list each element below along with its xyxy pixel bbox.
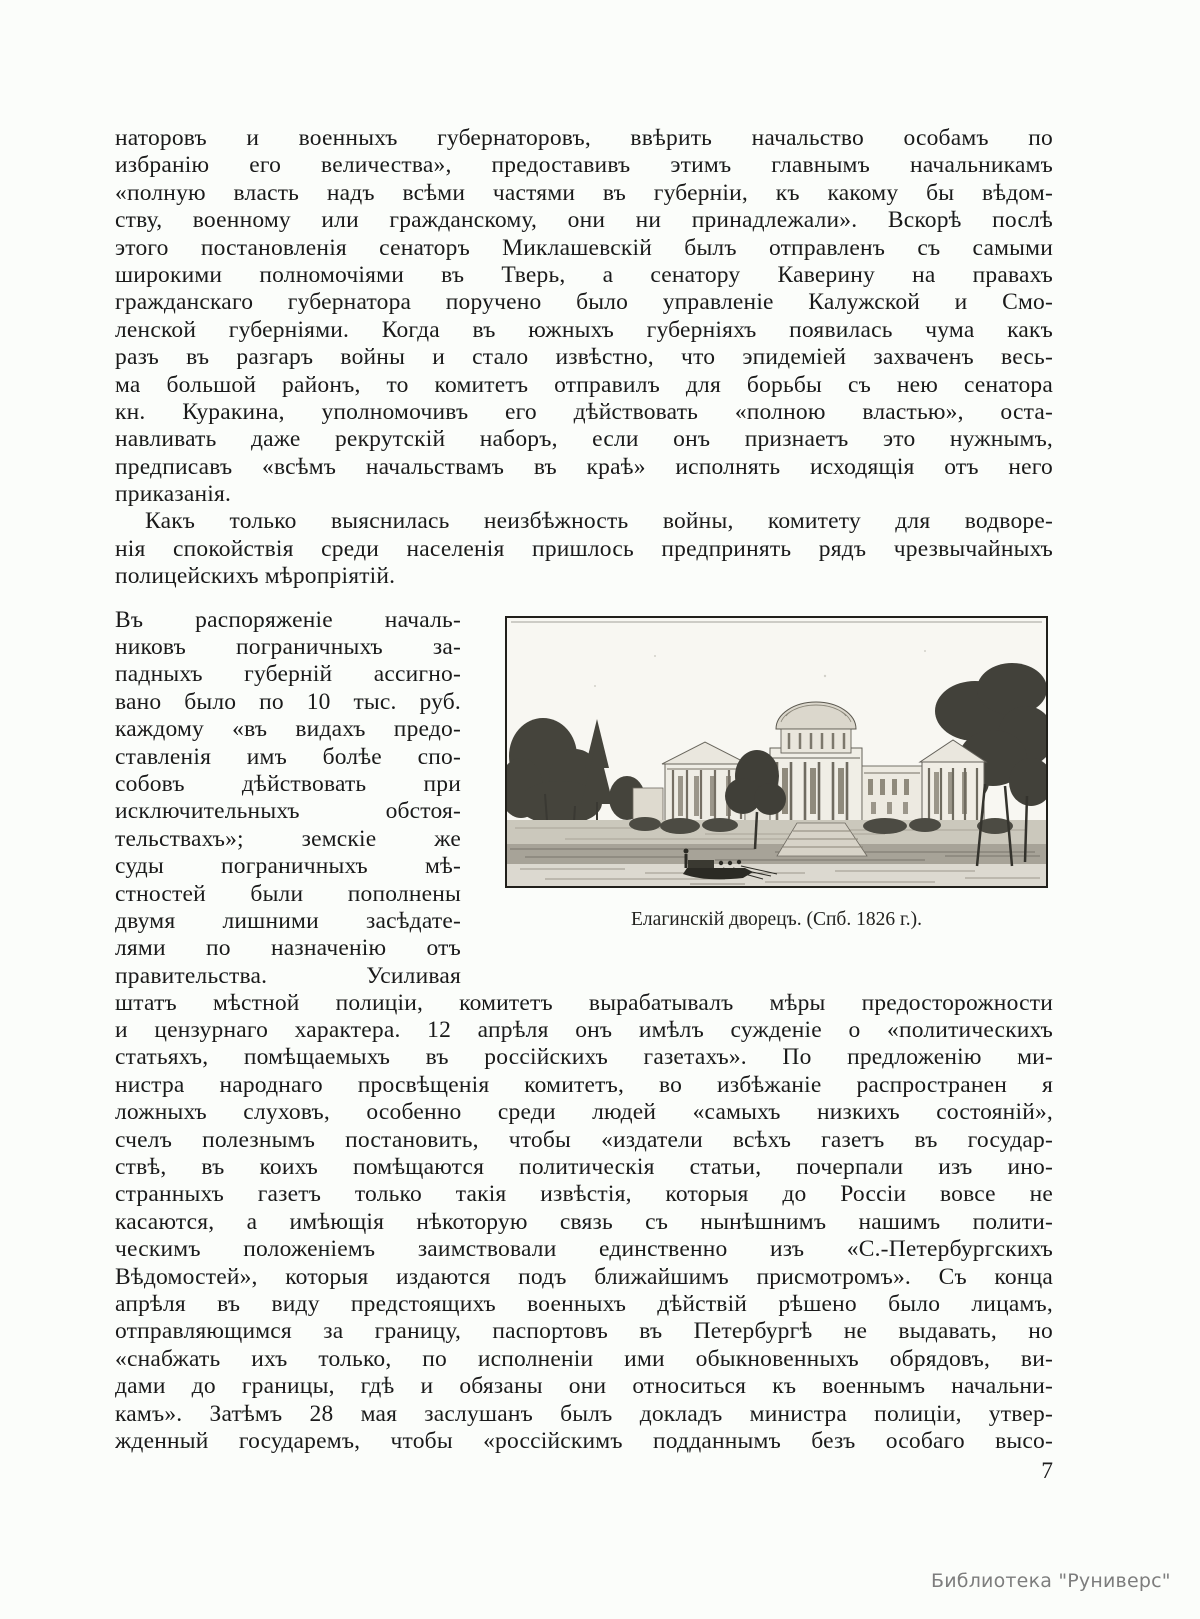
text-line: тельствахъ»; земскіе же [115,825,461,852]
text-line: отправляющимся за границу, паспортовъ въ Петербургѣ не выдавать, но [115,1318,1053,1345]
text-line: никовъ пограничныхъ за- [115,634,461,661]
text-line: широкими полномочіями въ Тверь, а сенатору Каверину на правахъ [115,261,1053,288]
text-line: навливать даже рекрутскій наборъ, если онъ признаетъ это нужнымъ, [115,426,1053,453]
text-line: собовъ дѣйствовать при [115,770,461,797]
text-line: ма большой районъ, то комитетъ отправилъ для борьбы съ нею сенатора [115,371,1053,398]
text-line: Въ распоряженіе началь- [115,606,461,633]
text-line: двумя лишними засѣдате- [115,907,461,934]
text-line: камъ». Затѣмъ 28 мая заслушанъ былъ докладъ министра полиціи, утвер- [115,1400,1053,1427]
paragraph-2 [115,508,1053,590]
text-line: суды пограничныхъ мѣ- [115,853,461,880]
text-line: Вѣдомостей», которыя издаются подъ ближайшимъ присмотромъ». Съ конца [115,1263,1053,1290]
text-line: вано было по 10 тыс. руб. [115,688,461,715]
text-line: жденный государемъ, чтобы «россійскимъ подданнымъ безъ особаго высо- [115,1427,1053,1454]
text-line: апрѣля въ виду предстоящихъ военныхъ дѣйствій рѣшено было лицамъ, [115,1290,1053,1317]
text-line: ству, военному или гражданскому, они ни принадлежали». Вскорѣ послѣ [115,207,1053,234]
text-and-figure-section [115,600,1053,990]
text-line: странныхъ газетъ только такія извѣстія, которыя до Россіи вовсе не [115,1181,1053,1208]
text-line: ствѣ, въ коихъ помѣщаются политическія статьи, почерпали изъ ино- [115,1153,1053,1180]
text-line: разъ въ разгаръ войны и стало извѣстно, что эпидеміей захваченъ весь- [115,344,1053,371]
text-line: ческимъ положеніемъ заимствовали единственно изъ «С.-Петербургскихъ [115,1236,1053,1263]
text-line: лями по назначенію отъ [115,935,461,962]
text-line: наторовъ и военныхъ губернаторовъ, ввѣрить начальство особамъ по [115,125,1053,151]
text-line: этого постановленія сенаторъ Миклашевскій былъ отправленъ съ самыми [115,234,1053,261]
text-line: статьяхъ, помѣщаемыхъ въ россійскихъ газетахъ». По предложенію ми- [115,1044,1053,1071]
text-line: ленской губерніями. Когда въ южныхъ губерніяхъ появилась чума какъ [115,316,1053,343]
text-line: штатъ мѣстной полиціи, комитетъ вырабатывалъ мѣры предосторожности [115,989,1053,1016]
text-line: дами до границы, гдѣ и обязаны они относиться къ военнымъ начальни- [115,1373,1053,1400]
text-line: «снабжать ихъ только, по исполненіи ими обыкновенныхъ обрядовъ, ви- [115,1345,1053,1372]
text-line: падныхъ губерній ассигно- [115,661,461,688]
palace-engraving-image [505,616,1048,888]
figure [505,616,1048,931]
text-line: приказанія. [115,481,232,508]
text-line: счелъ полезнымъ постановить, чтобы «издатели всѣхъ газетъ въ государ- [115,1126,1053,1153]
text-line: правительства. Усиливая [115,962,461,989]
text-block [115,125,1053,1455]
left-text-column [115,600,461,990]
paragraph-1 [115,125,1053,508]
text-line: полицейскихъ мѣропріятій. [115,563,396,590]
text-line: каждому «въ видахъ предо- [115,716,461,743]
text-line: и цензурнаго характера. 12 апрѣля онъ имѣлъ сужденіе о «политическихъ [115,1017,1053,1044]
text-line: ставленія имъ болѣе спо- [115,743,461,770]
text-line: ложныхъ слуховъ, особенно среди людей «самыхъ низкихъ состояній», [115,1099,1053,1126]
text-line: кн. Куракина, уполномочивъ его дѣйствовать «полною властью», оста- [115,398,1053,425]
text-line: исключительныхъ обстоя- [115,798,461,825]
text-line: стностей были пополнены [115,880,461,907]
text-line: гражданскаго губернатора поручено было управленіе Калужской и Смо- [115,289,1053,316]
library-watermark: Библиотека "Руниверс" [931,1570,1171,1592]
figure-caption: Елагинскій дворецъ. (Спб. 1826 г.). [631,908,922,930]
text-line: предписавъ «всѣмъ начальствамъ въ краѣ» исполнять исходящія отъ него [115,453,1053,480]
text-line: касаются, а имѣющія нѣкоторую связь съ нынѣшнимъ нашимъ полити- [115,1208,1053,1235]
page-number: 7 [1041,1458,1053,1484]
text-line: нія спокойствія среди населенія пришлось предпринять рядъ чрезвычайныхъ [115,535,1053,562]
text-line: нистра народнаго просвѣщенія комитетъ, во избѣжаніе распространен я [115,1071,1053,1098]
text-line: избранію его величества», предоставивъ этимъ главнымъ начальникамъ [115,152,1053,179]
text-line: Какъ только выяснилась неизбѣжность войны, комитету для водворе- [145,508,1053,535]
text-line: «полную власть надъ всѣми частями въ губерніи, къ какому бы вѣдом- [115,179,1053,206]
paragraph-2-continued [115,990,1053,1456]
